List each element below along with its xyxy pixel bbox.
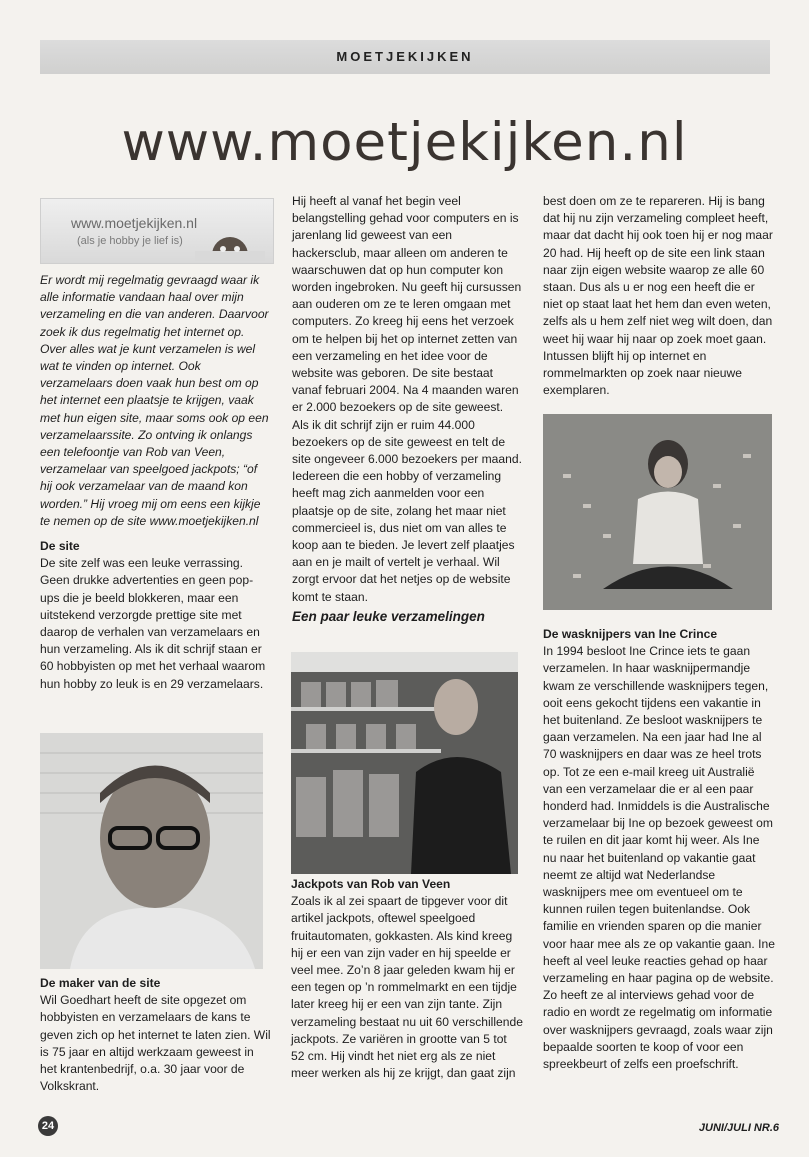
de-site-heading: De site	[40, 539, 80, 554]
wasknijpers-illustration	[543, 414, 772, 610]
logo-tagline: (als je hobby je lief is)	[77, 235, 183, 247]
page-number: 24	[38, 1116, 58, 1136]
logo-url: www.moetjekijken.nl	[71, 215, 198, 231]
portrait-illustration	[40, 733, 263, 969]
jackpots-caption	[291, 876, 523, 1082]
intro-paragraph: Er wordt mij regelmatig gevraagd waar ik alle informatie vandaan haal over mijn verzameling en die van anderen. Daarvoor zoek ik dus regelmatig het internet op. Over alles wat je kunt verzamelen is wel wat te vinden op internet. Ook verzamelaars doen vaak hun best om op het internet een plaatsje te krijgen, vaak met hun eigen site, maar soms ook op een verzamelaarssite. Zo ontving ik onlangs een telefoontje van Rob van Veen, verzamelaar van speelgoed jackpots; “of hij ook verzamelaar van de maand kon worden.” Hij vroeg mij om eens een kijkje te nemen op de site www.moetjekijken.nl	[40, 273, 269, 528]
issue-label: JUNI/JULI NR.6	[698, 1122, 779, 1134]
peeking-face-icon	[195, 231, 265, 261]
column-2	[292, 193, 522, 606]
site-url-headline: www.moetjekijken.nl	[121, 112, 688, 173]
jackpots-text: Zoals ik al zei spaart de tipgever voor dit artikel jackpots, oftewel speelgoed fruitautomaten, gokkasten. Als kind kreeg hij er een van zijn vader en hij speelde er veel mee. Zo’n 8 jaar geleden kwam hij er een tegen op ’n rommelmarkt en een tijdje later kreeg hij er een van zijn tante. Zijn verzameling bestaat nu uit 60 verschillende jackpots. Ze variëren in grootte van 5 tot 52 cm. Hij vindt het niet erg als ze niet meer werken als hij ze krijgt, dan gaat zijn	[291, 894, 523, 1081]
jackpots-illustration	[291, 652, 518, 874]
site-logo-banner	[40, 198, 274, 264]
de-site-text: De site zelf was een leuke verrassing. Geen drukke advertenties en geen pop-ups die je beeld blokkeren, maar een uitstekend verzorgde prettige site met daarop de verhalen van verzamelaars en hun verzameling. Als ik dit schrijf staan er 60 hobbyisten op met het verhaal waarom hun hobby zo leuk is en 29 verzamelaars.	[40, 556, 266, 691]
wasknijpers-caption	[543, 626, 775, 1073]
maker-heading: De maker van de site	[40, 976, 161, 990]
header-title: MOETJEKIJKEN	[336, 49, 474, 64]
column-2-text: Hij heeft al vanaf het begin veel belangstelling gehad voor computers en is jarenlang lid geweest van een hackersclub, maar alleen om anderen te waarschuwen dat op hun computer kon worden ingebroken. Nu geeft hij cursussen aan ouderen om ze te leren omgaan met computers. Zo kreeg hij eens het verzoek om te helpen bij het op internet zetten van een verzameling en het idee voor de website was geboren. De site bestaat vanaf februari 2004. Na 4 maanden waren er 2.000 bezoekers op de site geweest. Als ik dit schrijf zijn er ruim 44.000 bezoekers op de site geweest en telt de site ongeveer 6.000 bezoekers per maand. Iedereen die een hobby of verzameling heeft mag zich aanmelden voor een plaatsje op de site, zolang het maar niet commercieel is, dus niet om van alles te koop aan te bieden. Je levert zelf plaatjes aan en je mailt of vertelt je verhaal. Wil zorgt ervoor dat het netjes op de website komt te staan.	[292, 194, 522, 604]
column-1	[40, 272, 272, 693]
photo-ine-crince	[543, 414, 772, 610]
column-3	[543, 193, 773, 399]
maker-caption	[40, 975, 272, 1095]
header-band	[40, 40, 770, 74]
jackpots-heading: Jackpots van Rob van Veen	[291, 877, 451, 891]
photo-wil-goedhart	[40, 733, 263, 969]
maker-text: Wil Goedhart heeft de site opgezet om hobbyisten en verzamelaars de kans te geven zich op het internet te laten zien. Wil is 75 jaar en altijd werkzaam geweest in het krantenbedrijf, o.a. 30 jaar voor de Volkskrant.	[40, 993, 271, 1094]
photo-jackpots	[291, 652, 518, 874]
wasknijpers-text: In 1994 besloot Ine Crince iets te gaan verzamelen. In haar wasknijpermandje kwam ze verschillende wasknijpers tegen, ooit eens gekocht tijdens een vakantie in het buitenland. Ze besloot wasknijpers te gaan verzamelen. Na een jaar had Ine al 70 wasknijpers en daar was ze heel trots op. Tot ze een e-mail kreeg uit Australië van een verzamelaar die er al een paar honderd had. Inmiddels is die Australische verzamelaar bij Ine op bezoek geweest om te ruilen en dit jaar komt hij weer. Als Ine nu naar het buitenland op vakantie gaat neemt ze altijd wat Nederlandse wasknijpers mee om eventueel om te kunnen ruilen tegen buitenlandse. Ook familie en vrienden sparen op die manier voor haar mee als ze op vakantie gaan. Ine heeft al veel leuke reacties gehad op haar verzameling en haar pagina op de website. Zo heeft ze al interviews gehad voor de radio en wordt ze regelmatig om informatie over wasknijpers gevraagd, zoals waar zijn bepaalde soorten te koop of voor een spreekbeurt of zelfs een proefschrift.	[543, 644, 775, 1072]
wasknijpers-heading: De wasknijpers van Ine Crince	[543, 627, 718, 641]
column-3-text: best doen om ze te repareren. Hij is bang dat hij nu zijn verzameling compleet heeft, maar dat dacht hij ook toen hij er nog maar 20 had. Hij heeft op de site een link staan naar zijn eigen website waarop ze alle 60 staan. Dus als u er nog een heeft die er niet op staat laat het hem dan even weten, zelfs als u hem zelf niet weg wilt doen, dan weet hij waar hij naar op zoek moet gaan. Intussen blijft hij op internet en rommelmarkten op zoek naar nieuwe exemplaren.	[543, 194, 773, 398]
section-title: Een paar leuke verzamelingen	[292, 609, 485, 624]
